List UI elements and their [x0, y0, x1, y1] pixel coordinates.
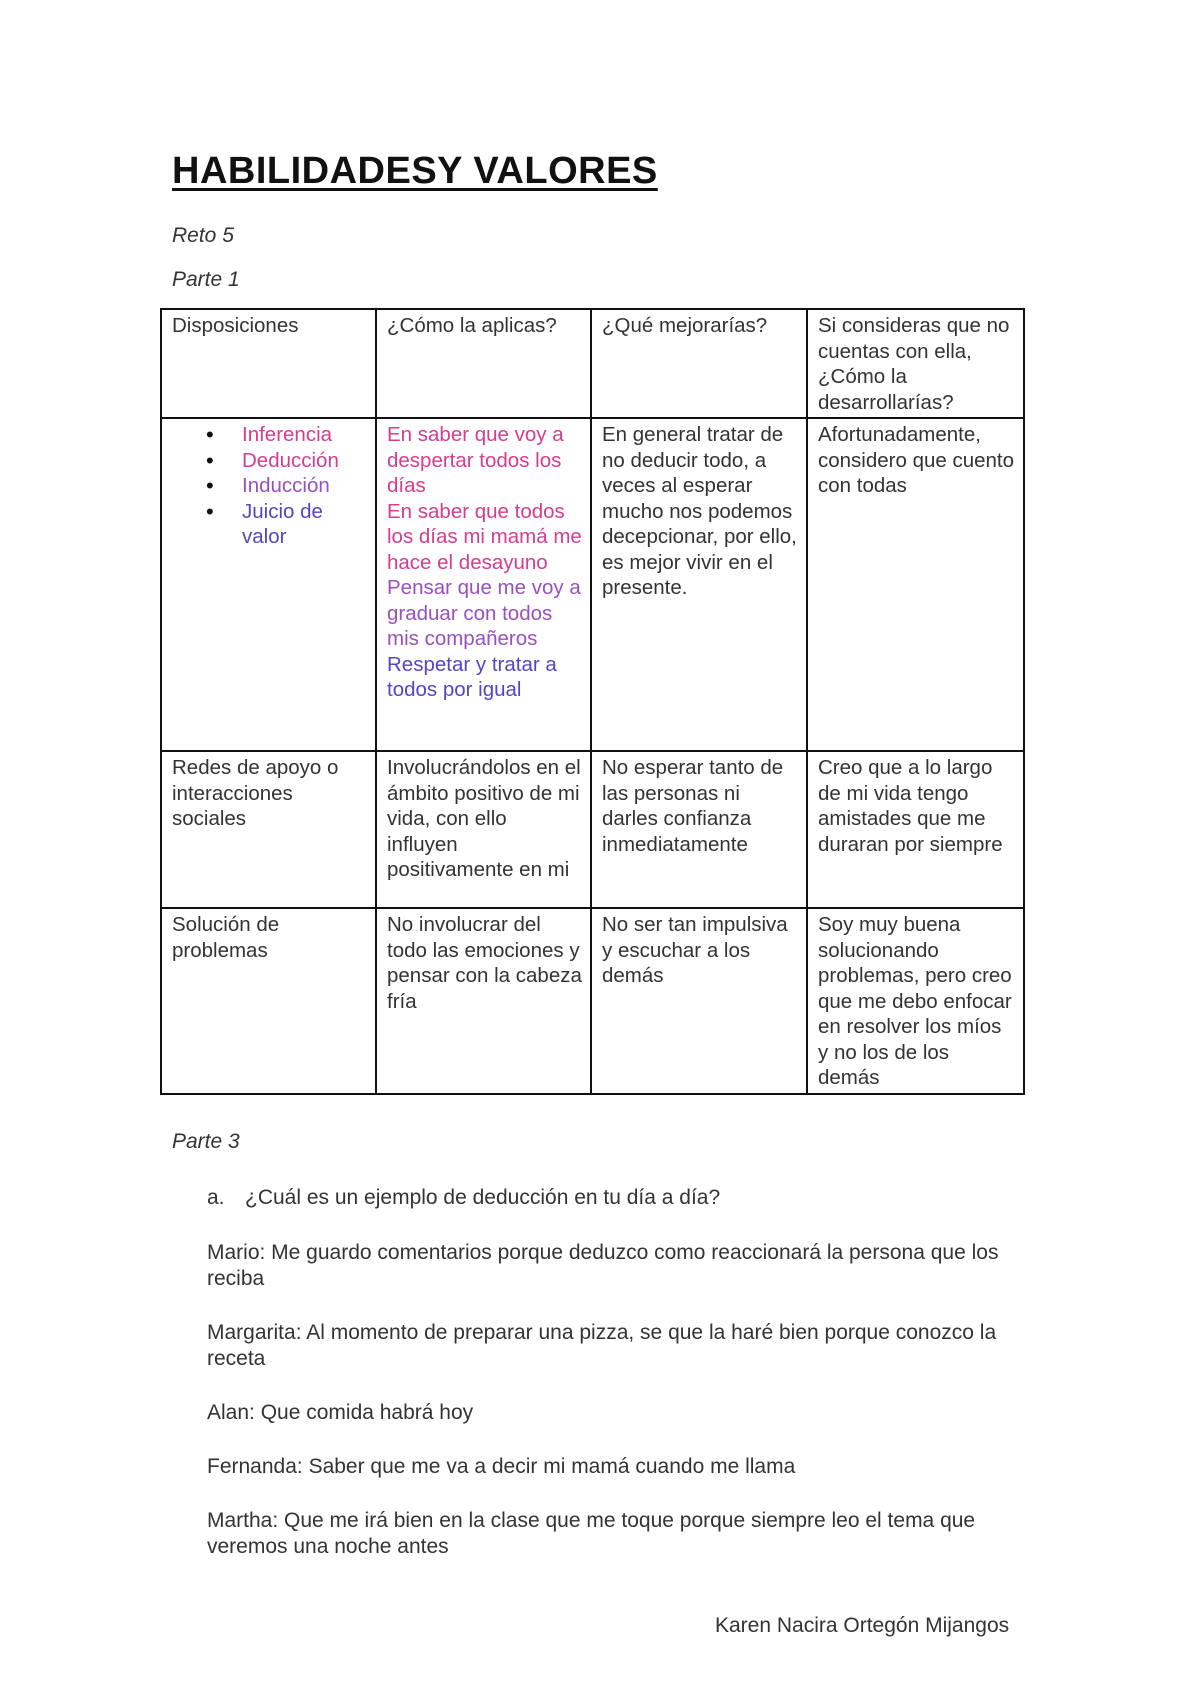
list-item-deduccion: • Deducción [242, 448, 367, 474]
redes-desarrollarias-cell: Creo que a lo largo de mi vida tengo amistades que me duraran por siempre [807, 751, 1024, 908]
table-header-row [161, 309, 1024, 418]
header-disposiciones: Disposiciones [161, 309, 376, 418]
answer-mario: Mario: Me guardo comentarios porque deduzco como reaccionará la persona que los reciba [207, 1241, 999, 1290]
answer-alan: Alan: Que comida habrá hoy [207, 1401, 474, 1424]
header-desarrollarias: Si consideras que no cuentas con ella, ¿Cómo la desarrollarías? [807, 309, 1024, 418]
answer-margarita: Margarita: Al momento de preparar una pizza, se que la haré bien porque conozco la receta [207, 1321, 997, 1370]
solucion-label: Solución de problemas [161, 908, 376, 1094]
list-item-induccion: • Inducción [242, 473, 367, 499]
author-name: Karen Nacira Ortegón Mijangos [715, 1614, 1010, 1637]
aplica-induccion: Pensar que me voy a graduar con todos mis compañeros [387, 576, 581, 650]
disposiciones-desarrollarias-cell: Afortunadamente, considero que cuento con todas [807, 418, 1024, 751]
redes-mejorarias-cell: No esperar tanto de las personas ni darles confianza inmediatamente [591, 751, 807, 908]
question-text: ¿Cuál es un ejemplo de deducción en tu día a día? [245, 1186, 721, 1209]
redes-aplicas-cell: Involucrándolos en el ámbito positivo de mi vida, con ello influyen positivamente en mi [376, 751, 591, 908]
reto-label: Reto 5 [172, 224, 234, 247]
solucion-aplicas-cell: No involucrar del todo las emociones y pensar con la cabeza fría [376, 908, 591, 1094]
question-a [207, 1186, 720, 1210]
list-item-juicio: • Juicio de valor [242, 499, 367, 550]
answer-martha: Martha: Que me irá bien en la clase que me toque porque siempre leo el tema que veremos una noche antes [207, 1509, 976, 1558]
header-mejorarias: ¿Qué mejorarías? [591, 309, 807, 418]
aplica-deduccion: En saber que todos los días mi mamá me hace el desayuno [387, 499, 582, 574]
question-marker: a. [207, 1186, 225, 1209]
disposiciones-mejorarias-cell: En general tratar de no deducir todo, a veces al esperar mucho nos podemos decepcionar, por ello, es mejor vivir en el presente. [591, 418, 807, 751]
document-title: HABILIDADESY VALORES [172, 150, 658, 192]
table-row-disposiciones [161, 418, 1024, 751]
solucion-desarrollarias-cell: Soy muy buena solucionando problemas, pero creo que me debo enfocar en resolver los míos y no los de los demás [807, 908, 1024, 1094]
aplica-inferencia: En saber que voy a despertar todos los días [387, 423, 564, 497]
list-item-inferencia: • Inferencia [242, 422, 367, 448]
answer-fernanda: Fernanda: Saber que me va a decir mi mamá cuando me llama [207, 1455, 796, 1478]
header-aplicas: ¿Cómo la aplicas? [376, 309, 591, 418]
parte1-label: Parte 1 [172, 268, 240, 291]
parte3-label: Parte 3 [172, 1130, 240, 1153]
disposiciones-list [172, 422, 367, 550]
dispositions-table [160, 308, 1025, 1095]
redes-label: Redes de apoyo o interacciones sociales [161, 751, 376, 908]
disposiciones-cell [161, 418, 376, 751]
aplica-juicio: Respetar y tratar a todos por igual [387, 652, 557, 701]
table-row-solucion [161, 908, 1024, 1094]
disposiciones-aplicas-cell [376, 418, 591, 751]
solucion-mejorarias-cell: No ser tan impulsiva y escuchar a los demás [591, 908, 807, 1094]
table-row-redes [161, 751, 1024, 908]
